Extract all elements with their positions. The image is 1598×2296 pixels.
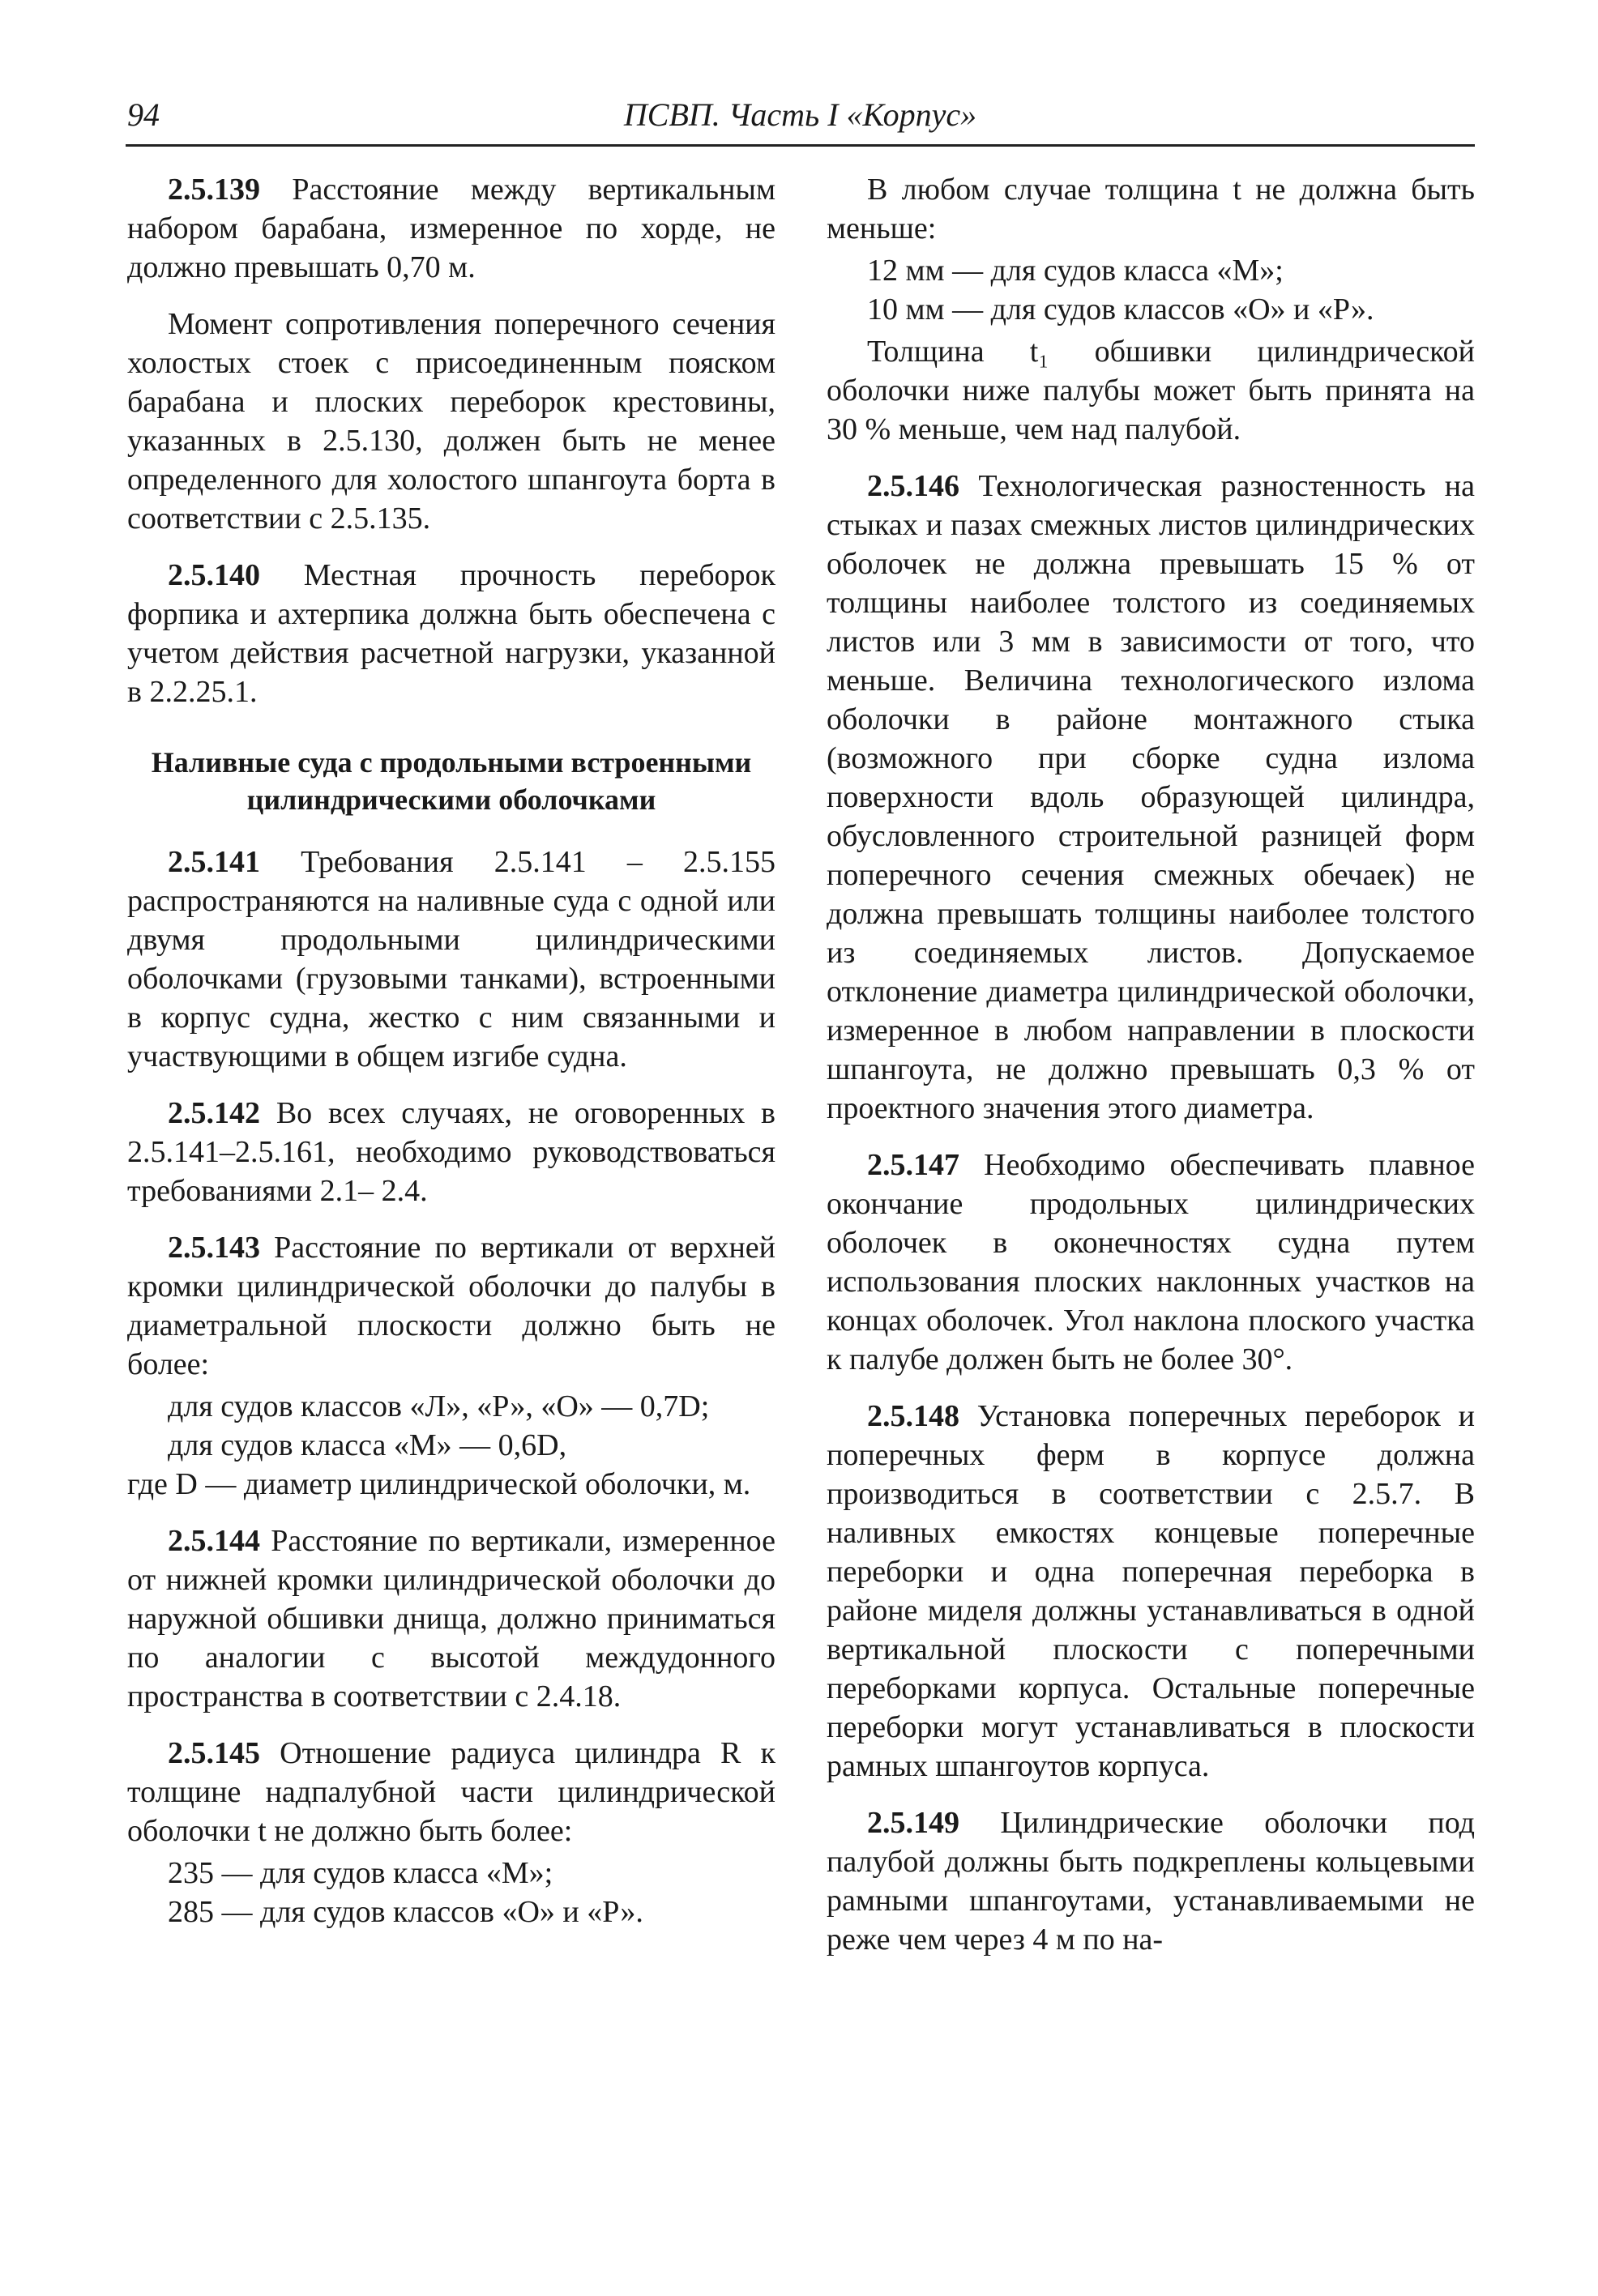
page-number: 94 bbox=[127, 96, 160, 133]
section-text: Технологическая разностенность на стыках и пазах смежных листов цилиндрических оболочек не должна превышать 15 % от толщины наиболее толстого из соединяемых листов или 3 мм в зависимости от того, что меньше. Величина технологического излома оболочки в районе монтажного стыка (возможного при сборке судна излома поверхности вдоль образующей цилиндра, обусловленного строительной разницей форм поперечного сечения смежных обечаек) не должна превышать толщины наиболее толстого из соединяемых листов. Допускаемое отклонение диаметра цилиндрической оболочки, измеренное в любом направлении в плоскости шпангоута, не должно превышать 0,3 % от проектного значения этого диаметра. bbox=[827, 469, 1475, 1125]
section-2-5-139 bbox=[127, 170, 776, 287]
section-number: 2.5.149 bbox=[867, 1806, 959, 1840]
section-number: 2.5.144 bbox=[168, 1524, 260, 1558]
paragraph: Толщина t₁ обшивки цилиндрической оболочки ниже палубы может быть принята на 30 % меньше, чем над палубой. bbox=[827, 335, 1475, 446]
section-2-5-149 bbox=[827, 1803, 1475, 1959]
section-number: 2.5.141 bbox=[168, 845, 260, 879]
paragraph: где D — диаметр цилиндрической оболочки, м. bbox=[127, 1467, 751, 1501]
section-heading bbox=[127, 744, 776, 818]
list-line: 285 — для судов классов «О» и «Р». bbox=[168, 1895, 643, 1929]
heading-line: Наливные суда с продольными встроенными bbox=[151, 746, 752, 779]
page-header bbox=[126, 94, 1475, 147]
section-text: Расстояние по вертикали, измеренное от нижней кромки цилиндрической оболочки до наружной обшивки днища, должно приниматься по аналогии с высотой междудонного пространства в соответствии с 2.4.18. bbox=[127, 1524, 776, 1713]
section-text: Цилиндрические оболочки под палубой должны быть подкреплены кольцевыми рамными шпангоутами, устанавливаемыми не реже чем через 4 м по на- bbox=[827, 1806, 1475, 1957]
section-text: Отношение радиуса цилиндра R к толщине надпалубной части цилиндрической оболочки t не должно быть более: bbox=[127, 1736, 776, 1848]
section-number: 2.5.140 bbox=[168, 558, 260, 592]
list-line: для судов класса «М» — 0,6D, bbox=[168, 1428, 567, 1462]
section-number: 2.5.146 bbox=[867, 469, 959, 503]
section-number: 2.5.148 bbox=[867, 1399, 959, 1433]
section-text: Расстояние по вертикали от верхней кромки цилиндрической оболочки до палубы в диаметральной плоскости должно быть не более: bbox=[127, 1231, 776, 1381]
section-text: Установка поперечных переборок и поперечных ферм в корпусе должна производиться в соответствии с 2.5.7. В наливных емкостях концевые поперечные переборки и одна поперечная переборка в районе миделя должны устанавливаться в одной вертикальной плоскости с поперечными переборками корпуса. Остальные поперечные переборки могут устанавливаться в плоскости рамных шпангоутов корпуса. bbox=[827, 1399, 1475, 1783]
section-2-5-141 bbox=[127, 843, 776, 1076]
section-number: 2.5.147 bbox=[867, 1148, 959, 1182]
paragraph: Момент сопротивления поперечного сечения холостых стоек с присоединенным пояском барабана и плоских переборок крестовины, указанных в 2.5.130, должен быть не менее определенного для холостого шпангоута борта в соответствии с 2.5.135. bbox=[127, 307, 776, 536]
section-2-5-145 bbox=[127, 1734, 776, 1850]
section-2-5-143 bbox=[127, 1228, 776, 1384]
section-number: 2.5.143 bbox=[168, 1231, 260, 1265]
left-column bbox=[127, 170, 776, 1931]
list-line: для судов классов «Л», «Р», «О» — 0,7D; bbox=[168, 1389, 710, 1423]
section-text: Во всех случаях, не оговоренных в 2.5.141–2.5.161, необходимо руководствоваться требованиями 2.1– 2.4. bbox=[127, 1096, 776, 1208]
section-text: Расстояние между вертикальным набором барабана, измеренное по хорде, не должно превышать 0,70 м. bbox=[127, 173, 776, 284]
section-number: 2.5.145 bbox=[168, 1736, 260, 1770]
section-2-5-140 bbox=[127, 556, 776, 711]
running-title: ПСВП. Часть I «Корпус» bbox=[623, 96, 977, 133]
section-number: 2.5.139 bbox=[168, 173, 260, 207]
section-2-5-148 bbox=[827, 1397, 1475, 1786]
list-line: 12 мм — для судов класса «М»; bbox=[867, 254, 1284, 288]
section-number: 2.5.142 bbox=[168, 1096, 260, 1130]
list-line: 10 мм — для судов классов «О» и «Р». bbox=[867, 292, 1374, 326]
section-text: Местная прочность переборок форпика и ахтерпика должна быть обеспечена с учетом действия расчетной нагрузки, указанной в 2.2.25.1. bbox=[127, 558, 776, 709]
right-column bbox=[827, 170, 1475, 1977]
section-2-5-146 bbox=[827, 467, 1475, 1128]
section-text: Необходимо обеспечивать плавное окончание продольных цилиндрических оболочек в оконечностях судна путем использования плоских наклонных участков на концах оболочек. Угол наклона плоского участка к палубе должен быть не более 30°. bbox=[827, 1148, 1475, 1376]
section-2-5-142 bbox=[127, 1094, 776, 1210]
list-line: 235 — для судов класса «М»; bbox=[168, 1856, 553, 1890]
section-2-5-144 bbox=[127, 1521, 776, 1716]
heading-line: цилиндрическими оболочками bbox=[246, 783, 656, 816]
paragraph: В любом случае толщина t не должна быть меньше: bbox=[827, 173, 1475, 245]
section-text: Требования 2.5.141 – 2.5.155 распространяются на наливные суда с одной или двумя продольными цилиндрическими оболочками (грузовыми танками), встроенными в корпус судна, жестко с ним связанными и участвующими в общем изгибе судна. bbox=[127, 845, 776, 1073]
section-2-5-147 bbox=[827, 1146, 1475, 1379]
